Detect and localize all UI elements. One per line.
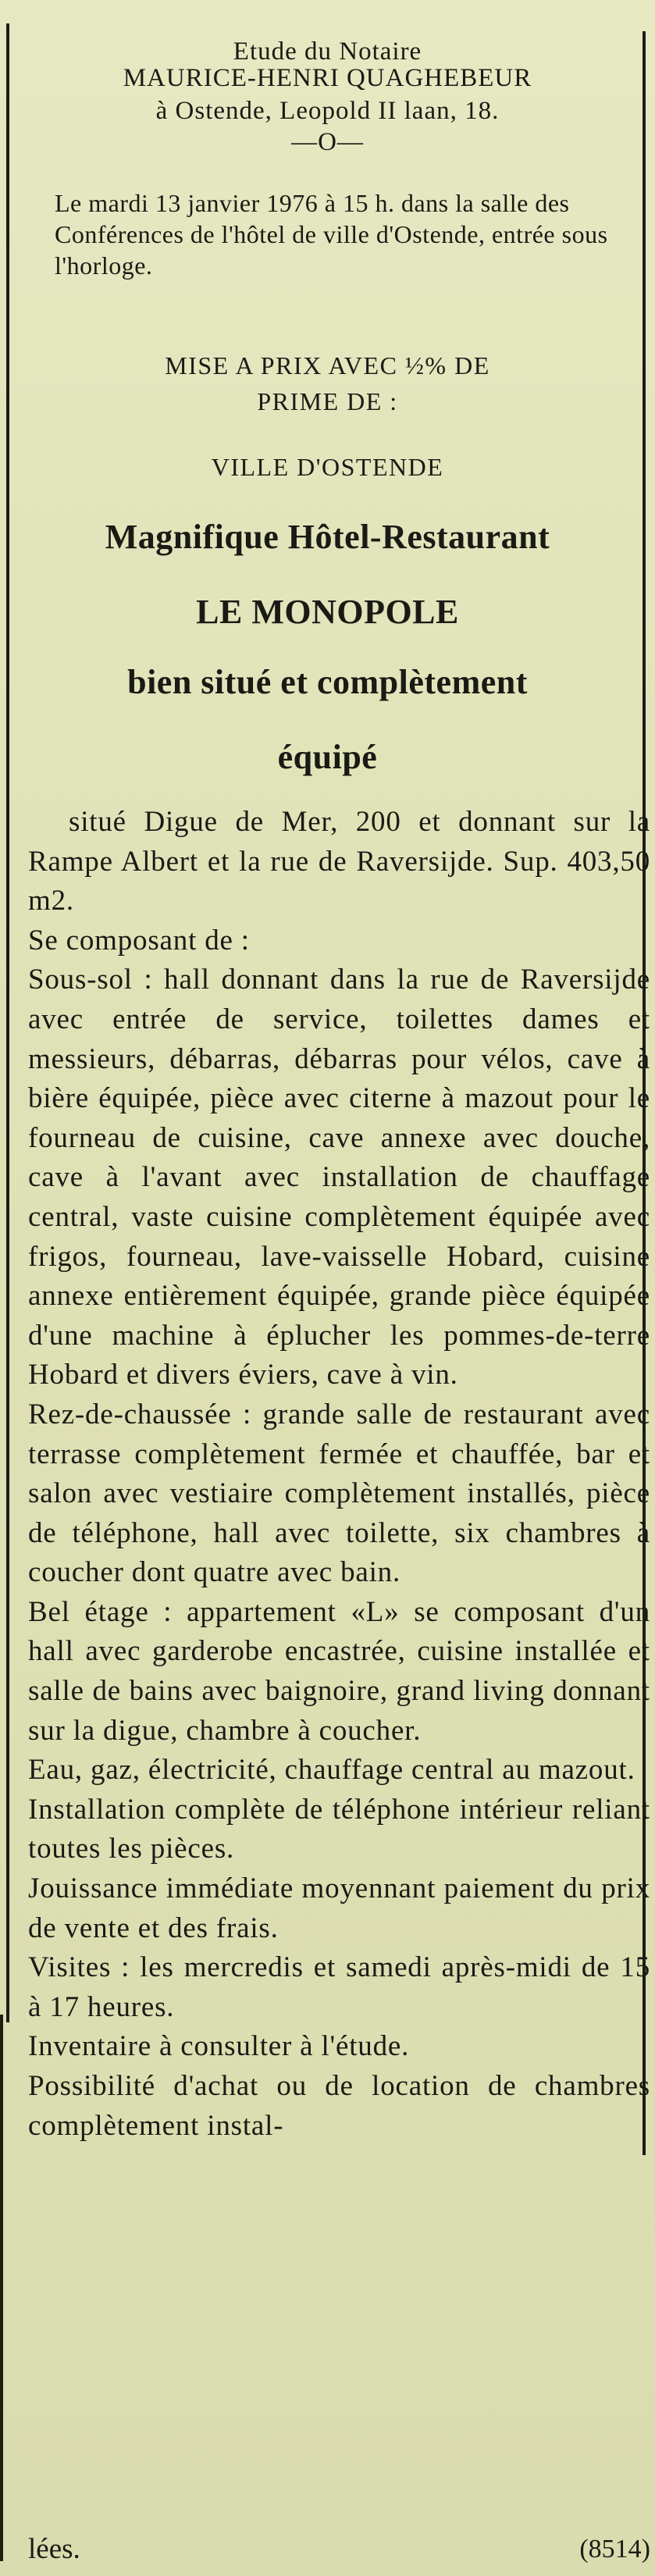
- city-heading: VILLE D'OSTENDE: [211, 453, 444, 481]
- closing-word: lées.: [28, 2533, 80, 2565]
- notary-office-line: Etude du Notaire: [233, 37, 422, 66]
- basement-paragraph: Sous-sol : hall donnant dans la rue de Raversijde avec entrée de service, toilettes dames et messieurs, débarras, débarras pour vélos, cave à bière équipée, pièce avec citerne à mazout pour le fourneau de cuisine, cave annexe avec douche, cave à l'avant avec installation de chauffage central, vaste cuisine complètement équipée avec frigos, fourneau, lave-vaisselle Hobard, cuisine annexe entièrement équipée, grande pièce équipée d'une machine à éplucher les pommes-de-terre Hobard et divers éviers, cave à vin.: [28, 964, 650, 1391]
- rooms-paragraph: Possibilité d'achat ou de location de chambres complètement instal-: [28, 2070, 650, 2142]
- opening-price-line-2: PRIME DE :: [257, 387, 398, 415]
- header-separator: —O—: [291, 128, 364, 156]
- property-title-line-4: équipé: [277, 738, 378, 776]
- advertisement-reference: (8514): [579, 2535, 650, 2564]
- first-floor-paragraph: Bel étage : appartement «L» se composant d'un hall avec garderobe encastrée, cuisine installée et salle de bains avec baignoire, grand living donnant sur la digue, chambre à coucher.: [28, 1595, 650, 1747]
- auction-date-paragraph: Le mardi 13 janvier 1976 à 15 h. dans la salle des Conférences de l'hôtel de ville d'Ostende, entrée sous l'horloge.: [55, 189, 608, 280]
- utilities-paragraph: Eau, gaz, électricité, chauffage central au mazout.: [28, 1754, 635, 1787]
- column-rule-left-lower: [0, 2015, 3, 2561]
- inventory-paragraph: Inventaire à consulter à l'étude.: [28, 2030, 410, 2063]
- possession-paragraph: Jouissance immédiate moyennant paiement du prix de vente et des frais.: [28, 1872, 650, 1944]
- closing-row: [28, 2530, 650, 2569]
- property-title-line-1: Magnifique Hôtel-Restaurant: [105, 518, 550, 556]
- telephone-paragraph: Installation complète de téléphone intérieur reliant toutes les pièces.: [28, 1793, 650, 1865]
- opening-price-line-1: MISE A PRIX AVEC ½% DE: [165, 351, 490, 379]
- visits-paragraph: Visites : les mercredis et samedi après-midi de 15 à 17 heures.: [28, 1951, 650, 2023]
- property-title-line-3: bien situé et complètement: [127, 663, 528, 701]
- property-name: LE MONOPOLE: [196, 593, 459, 631]
- notary-name: MAURICE-HENRI QUAGHEBEUR: [123, 64, 532, 92]
- composition-intro: Se composant de :: [28, 924, 250, 957]
- notary-address: à Ostende, Leopold II laan, 18.: [155, 97, 500, 125]
- ground-floor-paragraph: Rez-de-chaussée : grande salle de restaurant avec terrasse complètement fermée et chauffée, bar et salon avec vestiaire complètement installés, pièce de téléphone, hall avec toilette, six chambres à coucher dont quatre avec bain.: [28, 1398, 650, 1589]
- location-paragraph: situé Digue de Mer, 200 et donnant sur la Rampe Albert et la rue de Raversijde. Sup. 403,50 m2.: [28, 806, 650, 917]
- column-rule-left: [6, 23, 9, 2022]
- property-description: [28, 803, 650, 2146]
